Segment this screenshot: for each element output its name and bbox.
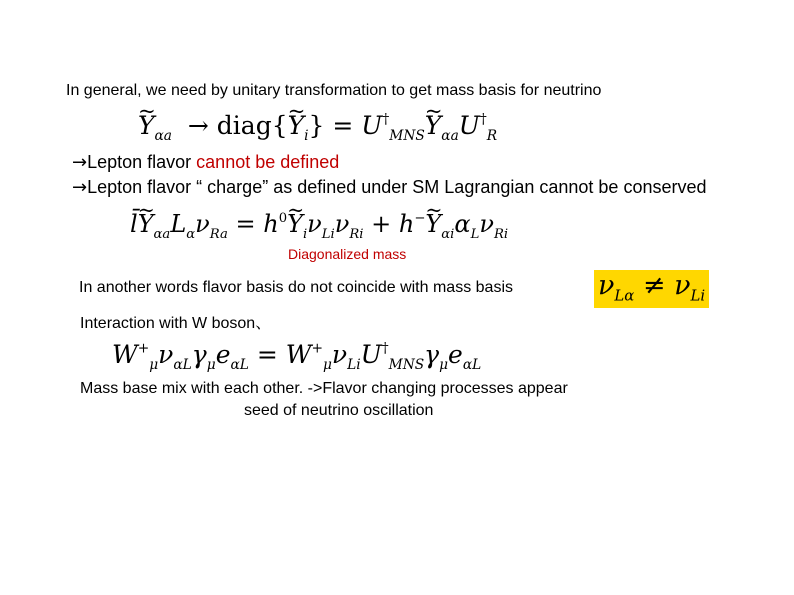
lepton-flavor-label: Lepton flavor — [87, 152, 197, 172]
equation-diagonalization: ~ $Y_{\alpha a}$ → diag{~ $Y_i$} = $U^\dagger_{MNS}\sim$ $Y_{\alpha a}U^\dagger_R$ — [138, 113, 497, 144]
seed-oscillation-text: seed of neutrino oscillation — [244, 402, 434, 419]
diagonalized-mass-label: Diagonalized mass — [288, 246, 407, 262]
intro-text: In general, we need by unitary transformation to get mass basis for neutrino — [66, 82, 602, 99]
equation-lagrangian: l̄~ $Y_{\alpha a}L_\alpha\nu_{Ra}$ = $h^0\sim$ $Y_i\nu_{Li}\nu_{Ri}$ + h−~ $Y_{\alpha i}\alpha_L\nu_{Ri}$ — [130, 212, 508, 241]
lepton-flavor-charge-line — [72, 177, 707, 198]
interaction-w-boson-text: Interaction with W boson、 — [80, 315, 272, 332]
arrow-right-icon: → — [72, 177, 88, 198]
mass-base-mix-text: Mass base mix with each other. ->Flavor changing processes appear — [80, 380, 568, 397]
arrow-right-icon: → — [72, 152, 88, 173]
lepton-flavor-undefined-line — [72, 152, 339, 173]
cannot-be-defined-text: cannot be defined — [196, 152, 340, 172]
flavor-mass-inequality: $\nu_{L\alpha} \ne \nu_{Li}$ — [594, 270, 709, 308]
equation-charged-current: $W^+_\mu\nu_{\alpha L}\gamma_\mu e_{\alpha L} = W^+_\mu\nu_{Li}U^\dagger_{MNS}\gamma_\mu e_{\alpha L}$ — [112, 340, 482, 374]
lepton-flavor-charge-text: Lepton flavor “ charge” as defined under SM Lagrangian cannot be conserved — [87, 177, 707, 197]
another-words-text: In another words flavor basis do not coincide with mass basis — [79, 279, 513, 296]
